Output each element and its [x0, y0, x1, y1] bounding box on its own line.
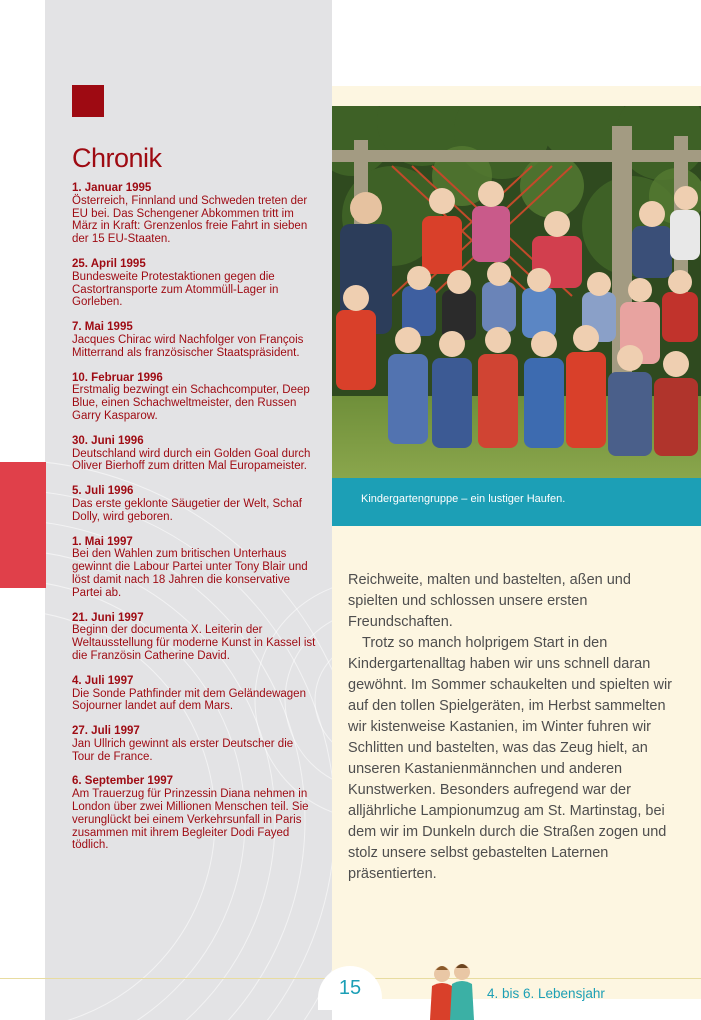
entry-date: 27. Juli 1997 [72, 725, 140, 738]
entry-date: 25. April 1995 [72, 257, 146, 270]
entry-text: Bei den Wahlen zum britischen Unterhaus gewinnt die Labour Partei unter Tony Blair und löst damit nach 18 Jahren die konservative Partei ab. [72, 548, 308, 599]
entry-date: 21. Juni 1997 [72, 611, 144, 624]
entry-date: 5. Juli 1996 [72, 485, 134, 498]
chronik-list [72, 182, 317, 864]
entry-text: Bundesweite Protestaktionen gegen die Castortransporte zum Atommüll-Lager in Gorleben. [72, 270, 279, 309]
chronik-entry [72, 435, 317, 473]
entry-text: Das erste geklonte Säugetier der Welt, Schaf Dolly, wird geboren. [72, 497, 302, 523]
entry-text: Die Sonde Pathfinder mit dem Geländewagen Sojourner landet auf dem Mars. [72, 687, 306, 713]
kindergarten-photo [332, 106, 701, 478]
entry-text: Erstmalig bezwingt ein Schachcomputer, Deep Blue, einen Schachweltmeister, den Russen Garry Kasparow. [72, 384, 310, 422]
photo-caption-bar [332, 478, 701, 526]
chronik-entry [72, 775, 317, 852]
article-paragraph: Reichweite, malten und bastelten, aßen und spielten und schlossen unsere ersten Freundschaften. [348, 572, 631, 630]
chronik-entry [72, 675, 317, 713]
chronik-entry [72, 182, 317, 246]
entry-text: Am Trauerzug für Prinzessin Diana nehmen in London über zwei Millionen Menschen teil. Sie verunglückt bei einem Verkehrsunfall in Paris zusammen mit ihrem Begleiter Dodi Fayed tödlich. [72, 788, 309, 852]
entry-date: 10. Februar 1996 [72, 371, 163, 384]
entry-text: Deutschland wird durch ein Golden Goal durch Oliver Bierhoff zum dritten Mal Europameister. [72, 447, 311, 473]
entry-text: Jan Ullrich gewinnt als erster Deutscher die Tour de France. [72, 737, 294, 763]
children-thumbnail-icon [424, 960, 480, 1020]
red-side-tab [0, 462, 46, 588]
chronik-entry [72, 612, 317, 663]
group-photo-illustration [332, 106, 701, 478]
photo-caption: Kindergartengruppe – ein lustiger Haufen. [361, 493, 566, 505]
entry-text: Österreich, Finnland und Schweden treten der EU bei. Das Schengener Abkommen tritt im März in Kraft: Grenzenlos freie Fahrt in sieben der 15 EU-Staaten. [72, 194, 308, 246]
entry-date: 4. Juli 1997 [72, 674, 134, 687]
chronik-entry [72, 485, 317, 523]
article-body [348, 570, 678, 885]
chronik-entry [72, 258, 317, 309]
entry-date: 6. September 1997 [72, 775, 174, 788]
chronik-entry [72, 536, 317, 600]
entry-date: 1. Mai 1997 [72, 535, 133, 548]
entry-text: Beginn der documenta X. Leiterin der Weltausstellung für moderne Kunst in Kassel ist die Französin Catherine David. [72, 624, 316, 662]
entry-date: 7. Mai 1995 [72, 321, 133, 334]
entry-date: 1. Januar 1995 [72, 182, 152, 194]
entry-text: Jacques Chirac wird Nachfolger von François Mitterrand als französischer Staatspräsident. [72, 333, 304, 359]
chronik-entry [72, 372, 317, 423]
red-square-marker [72, 85, 104, 117]
chronik-title: Chronik [72, 143, 162, 173]
chronik-entry [72, 321, 317, 359]
article-paragraph: Trotz so manch holprigem Start in den Kindergartenalltag haben wir uns schnell daran gewöhnt. Im Sommer schaukelten und spielten wir auf den tollen Spielgeräten, im Herbst sammelten wir kistenweise Kastanien, im Winter fuhren wir Schlitten und bastelten, was das Zeug hielt, an unseren Kastanienmännchen und anderen Kunstwerken. Besonders aufregend war der alljährliche Lampionumzug am St. Martinstag, bei dem wir im Dunkeln durch die Straßen zogen und stolz unsere selbst gebastelten Laternen präsentierten. [348, 635, 672, 882]
section-label: 4. bis 6. Lebensjahr [487, 986, 605, 1001]
entry-date: 30. Juni 1996 [72, 434, 144, 447]
chronik-entry [72, 725, 317, 763]
page-number: 15 [318, 966, 382, 1010]
